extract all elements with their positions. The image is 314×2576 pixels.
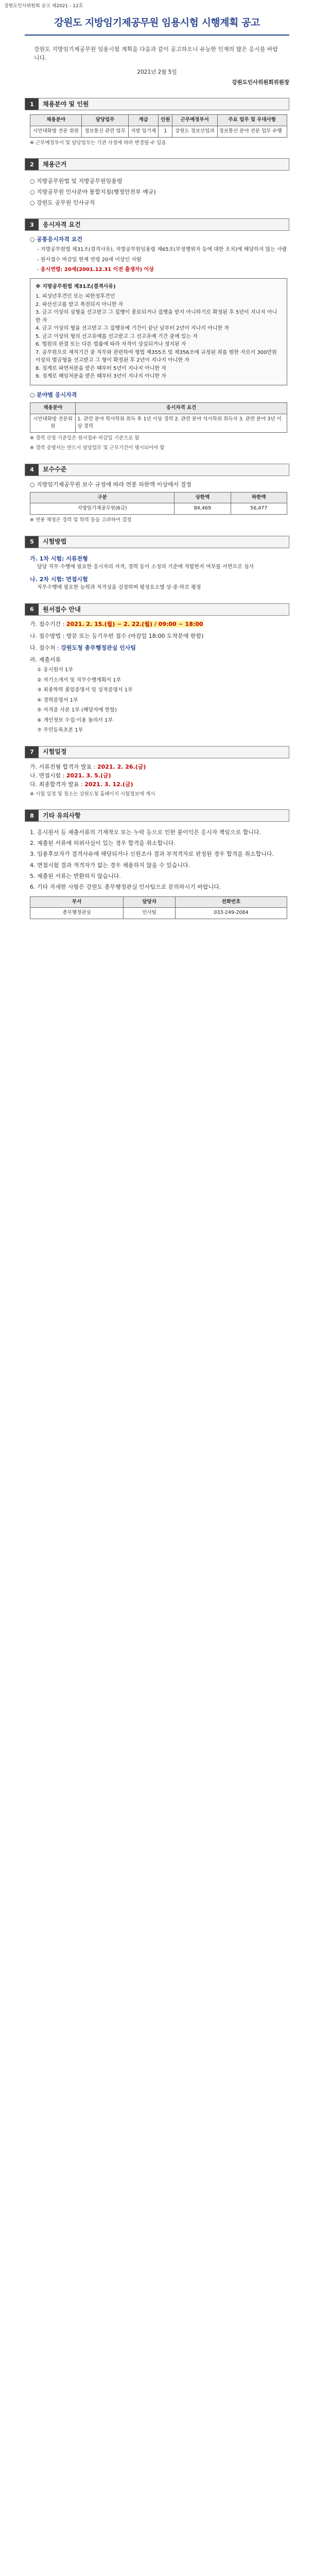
apply-docs-label: 라. 제출서류 — [30, 656, 61, 663]
table-header: 부서 — [30, 896, 124, 908]
common-qualifications-list — [30, 246, 287, 274]
docs-list — [30, 666, 287, 735]
section-number: 3 — [25, 219, 39, 230]
section-number: 1 — [25, 98, 39, 110]
schedule-note: ※ 시험 일정 및 장소는 강원도청 홈페이지 시험정보에 게시 — [30, 791, 155, 797]
list-item: - 응시연령: 20세(2001.12.31 이전 출생자) 이상 — [37, 267, 154, 273]
apply-method: 나. 접수방법 : 방문 또는 등기우편 접수 (마감일 18:00 도착분에 한함) — [30, 632, 204, 639]
list-item: - 지방공무원법 제31조(결격사유), 지방공무원임용령 제65조(부정행위자 등에 대한 조치)에 해당하지 않는 사람 — [37, 247, 287, 253]
table-cell: 시민대화방 전문위원 — [30, 414, 76, 432]
table-cell: 84,469 — [175, 503, 231, 515]
positions-table — [30, 114, 287, 137]
table-row — [30, 126, 287, 137]
section-header — [25, 464, 289, 476]
box-line: 7. 공무원으로 재직기간 중 직무와 관련하여 형법 제355조 및 제356조에 규정된 죄를 범한 자로서 300만원 이상의 벌금형을 선고받고 그 형이 확정된 후 2년이 지나지 아니한 자 — [36, 349, 277, 364]
table-row — [30, 503, 287, 515]
section-header — [25, 98, 289, 110]
list-item: 6. 기타 자세한 사항은 강원도 총무행정관실 인사팀으로 문의하시기 바랍니다. — [30, 883, 221, 890]
table-header: 담당자 — [124, 896, 176, 908]
list-item: 3. 임용후보자가 결격사유에 해당되거나 신원조사 결과 부적격자로 판정된 경우 합격을 취소합니다. — [30, 851, 274, 858]
subsection-title: ○ 분야별 응시자격 — [30, 391, 77, 398]
section-title: 시험일정 — [43, 748, 67, 756]
list-item: 1. 응시원서 등 제출서류의 기재착오 또는 누락 등으로 인한 불이익은 응시자 책임으로 합니다. — [30, 829, 261, 836]
section-title: 시험방법 — [43, 538, 67, 546]
intro-text: 강원도 지방임기제공무원 임용시험 계획을 다음과 같이 공고하오니 유능한 인재의 많은 응시를 바랍니다. — [34, 46, 278, 62]
section-title: 기타 유의사항 — [43, 812, 81, 820]
section-title: 채용근거 — [43, 160, 67, 168]
table-cell: 강원도 정보산업과 — [172, 126, 217, 137]
section-cautions — [25, 809, 289, 919]
box-line: 5. 금고 이상의 형의 선고유예를 선고받고 그 선고유예 기간 중에 있는 자 — [36, 333, 198, 340]
table-header: 구분 — [30, 492, 175, 503]
table-header: 상한액 — [175, 492, 231, 503]
section-number: 5 — [25, 536, 39, 548]
schedule-item: 나. 면접시험 : 2021. 3. 5.(금) — [30, 772, 111, 779]
section-header — [25, 809, 289, 822]
list-item: ③ 최종학력 졸업증명서 및 성적증명서 1부 — [37, 687, 133, 693]
list-item: 4. 면접시험 결과 적격자가 없는 경우 채용하지 않을 수 있습니다. — [30, 861, 190, 869]
section-title: 채용분야 및 인원 — [43, 100, 89, 108]
section-number: 6 — [25, 604, 39, 615]
notice-number: 강원도인사위원회 공고 제2021 - 12호 — [4, 4, 83, 9]
table-cell: 033-249-2084 — [176, 908, 287, 919]
table-header: 채용분야 — [30, 402, 76, 414]
table-header: 채용분야 — [30, 115, 82, 126]
schedule-item: 가. 서류전형 합격자 발표 : 2021. 2. 26.(금) — [30, 763, 146, 770]
table-note: ※ 연봉 책정은 경력 및 학력 등을 고려하여 결정 — [30, 517, 132, 523]
section-header — [25, 536, 289, 548]
box-line: 3. 금고 이상의 실형을 선고받고 그 집행이 종료되거나 집행을 받지 아니하기로 확정된 후 5년이 지나지 아니한 자 — [36, 310, 277, 324]
table-header: 응시자격 요건 — [76, 402, 287, 414]
list-item: ○ 강원도 공무원 인사규칙 — [30, 199, 95, 207]
section-title: 응시자격 요건 — [43, 221, 81, 229]
section-header — [25, 603, 289, 616]
box-line: 8. 징계로 파면처분을 받은 때부터 5년이 지나지 아니한 자 — [36, 365, 166, 371]
issuing-organization: 강원도인사위원회위원장 — [232, 79, 289, 86]
page-title: 강원도 지방임기제공무원 임용시험 시행계획 공고 — [54, 17, 260, 28]
table-header: 주요 업무 및 우대사항 — [217, 115, 287, 126]
table-cell: 1. 관련 분야 학사학위 취득 후 1년 이상 경력 2. 관련 분야 석사학위 취득자 3. 관련 분야 3년 이상 경력 — [76, 414, 287, 432]
table-cell: 56,477 — [231, 503, 287, 515]
box-line: 6. 법원의 판결 또는 다른 법률에 따라 자격이 상실되거나 정지된 자 — [36, 342, 186, 348]
exam-step-desc: 직무수행에 필요한 능력과 적격성을 검정하며 평정요소별 상·중·하로 평정 — [37, 585, 201, 591]
section-header — [25, 746, 289, 758]
pay-table — [30, 492, 287, 515]
table-cell: 총무행정관실 — [30, 908, 124, 919]
section-header — [25, 218, 289, 231]
apply-period: 가. 접수기간 : 2021. 2. 15.(월) ~ 2. 22.(월) / 09:00 ~ 18:00 — [30, 620, 203, 628]
section-exam-method — [25, 536, 289, 592]
section-header — [25, 158, 289, 171]
cautions-list — [30, 828, 287, 891]
apply-place: 다. 접수처 : 강원도청 총무행정관실 인사팀 — [30, 644, 136, 651]
box-line: 1. 피성년후견인 또는 피한정후견인 — [36, 294, 115, 300]
section-qualifications — [25, 218, 289, 452]
list-item: ② 자기소개서 및 직무수행계획서 1부 — [37, 677, 121, 683]
table-row — [30, 908, 287, 919]
list-item: ○ 지방공무원 인사분야 통합지침(행정안전부 예규) — [30, 189, 156, 196]
table-header: 근무예정부서 — [172, 115, 217, 126]
section-number: 8 — [25, 810, 39, 821]
basis-list — [30, 177, 287, 207]
specific-qualifications-table — [30, 402, 287, 433]
disqualification-box — [30, 278, 287, 385]
section-number: 7 — [25, 747, 39, 758]
exam-step-label: 가. 1차 시험: 서류전형 — [30, 555, 88, 562]
notice-date: 2021년 2월 5일 — [137, 69, 177, 75]
list-item: ④ 경력증명서 1부 — [37, 697, 78, 703]
table-cell: 시민대화방 전문 위원 — [30, 126, 82, 137]
table-note: ※ 근무예정부서 및 담당업무는 기관 사정에 따라 변경될 수 있음 — [30, 140, 166, 146]
list-item: - 원서접수 마감일 현재 연령 20세 이상인 사람 — [37, 257, 142, 263]
table-header: 담당업무 — [82, 115, 129, 126]
list-item: 5. 제출된 서류는 반환하지 않습니다. — [30, 872, 121, 879]
section-title: 보수수준 — [43, 466, 67, 473]
section-positions — [25, 98, 289, 147]
pay-text: ○ 지방임기제공무원 보수 규정에 따라 연봉 하한액 이상에서 결정 — [30, 481, 191, 488]
list-item: ① 응시원서 1부 — [37, 667, 73, 673]
table-cell: 정보통신 분야 전문 업무 수행 — [217, 126, 287, 137]
table-header: 전화번호 — [176, 896, 287, 908]
section-number: 4 — [25, 464, 39, 476]
title-divider — [25, 35, 289, 36]
table-cell: 정보통신 관련 업무 — [82, 126, 129, 137]
schedule-item: 다. 최종합격자 발표 : 2021. 3. 12.(금) — [30, 781, 133, 788]
list-item: ⑤ 자격증 사본 1부 (해당자에 한함) — [37, 707, 117, 714]
exam-step-desc: 담당 직무 수행에 필요한 응시자의 자격, 경력 등이 소정의 기준에 적합한지 여부를 서면으로 심사 — [37, 564, 254, 570]
section-number: 2 — [25, 159, 39, 170]
box-title: ※ 지방공무원법 제31조(결격사유) — [36, 283, 116, 290]
box-line: 4. 금고 이상의 형을 선고받고 그 집행유예 기간이 끝난 날부터 2년이 지나지 아니한 자 — [36, 326, 230, 332]
list-item: ⑦ 주민등록초본 1부 — [37, 727, 83, 734]
list-item: ⑥ 개인정보 수집·이용 동의서 1부 — [37, 717, 113, 723]
box-line: 9. 징계로 해임처분을 받은 때부터 3년이 지나지 아니한 자 — [36, 374, 166, 380]
table-note: ※ 경력 산정 기준일은 원서접수 마감일 기준으로 함 — [30, 435, 139, 442]
table-header: 계급 — [128, 115, 159, 126]
list-item: 2. 제출된 서류에 허위사실이 있는 경우 합격을 취소합니다. — [30, 840, 176, 847]
section-pay — [25, 464, 289, 524]
section-schedule — [25, 746, 289, 799]
table-note: ※ 경력 증명서는 반드시 담당업무 및 근무기간이 명시되어야 함 — [30, 445, 165, 451]
list-item: ○ 지방공무원법 및 지방공무원임용령 — [30, 178, 123, 185]
table-cell: 지방임기제공무원(6급) — [30, 503, 175, 515]
table-cell: 지방 임기제 — [128, 126, 159, 137]
table-cell: 인사팀 — [124, 908, 176, 919]
table-header: 하한액 — [231, 492, 287, 503]
section-application — [25, 603, 289, 735]
table-header: 인원 — [159, 115, 172, 126]
table-cell: 1 — [159, 126, 172, 137]
contact-table — [30, 896, 287, 919]
section-basis — [25, 158, 289, 207]
subsection-title: ○ 공통응시자격 요건 — [30, 236, 82, 243]
table-row — [30, 414, 287, 432]
box-line: 2. 파산선고를 받고 복권되지 아니한 자 — [36, 301, 124, 308]
section-title: 원서접수 안내 — [43, 605, 81, 613]
exam-step-label: 나. 2차 시험: 면접시험 — [30, 576, 88, 583]
